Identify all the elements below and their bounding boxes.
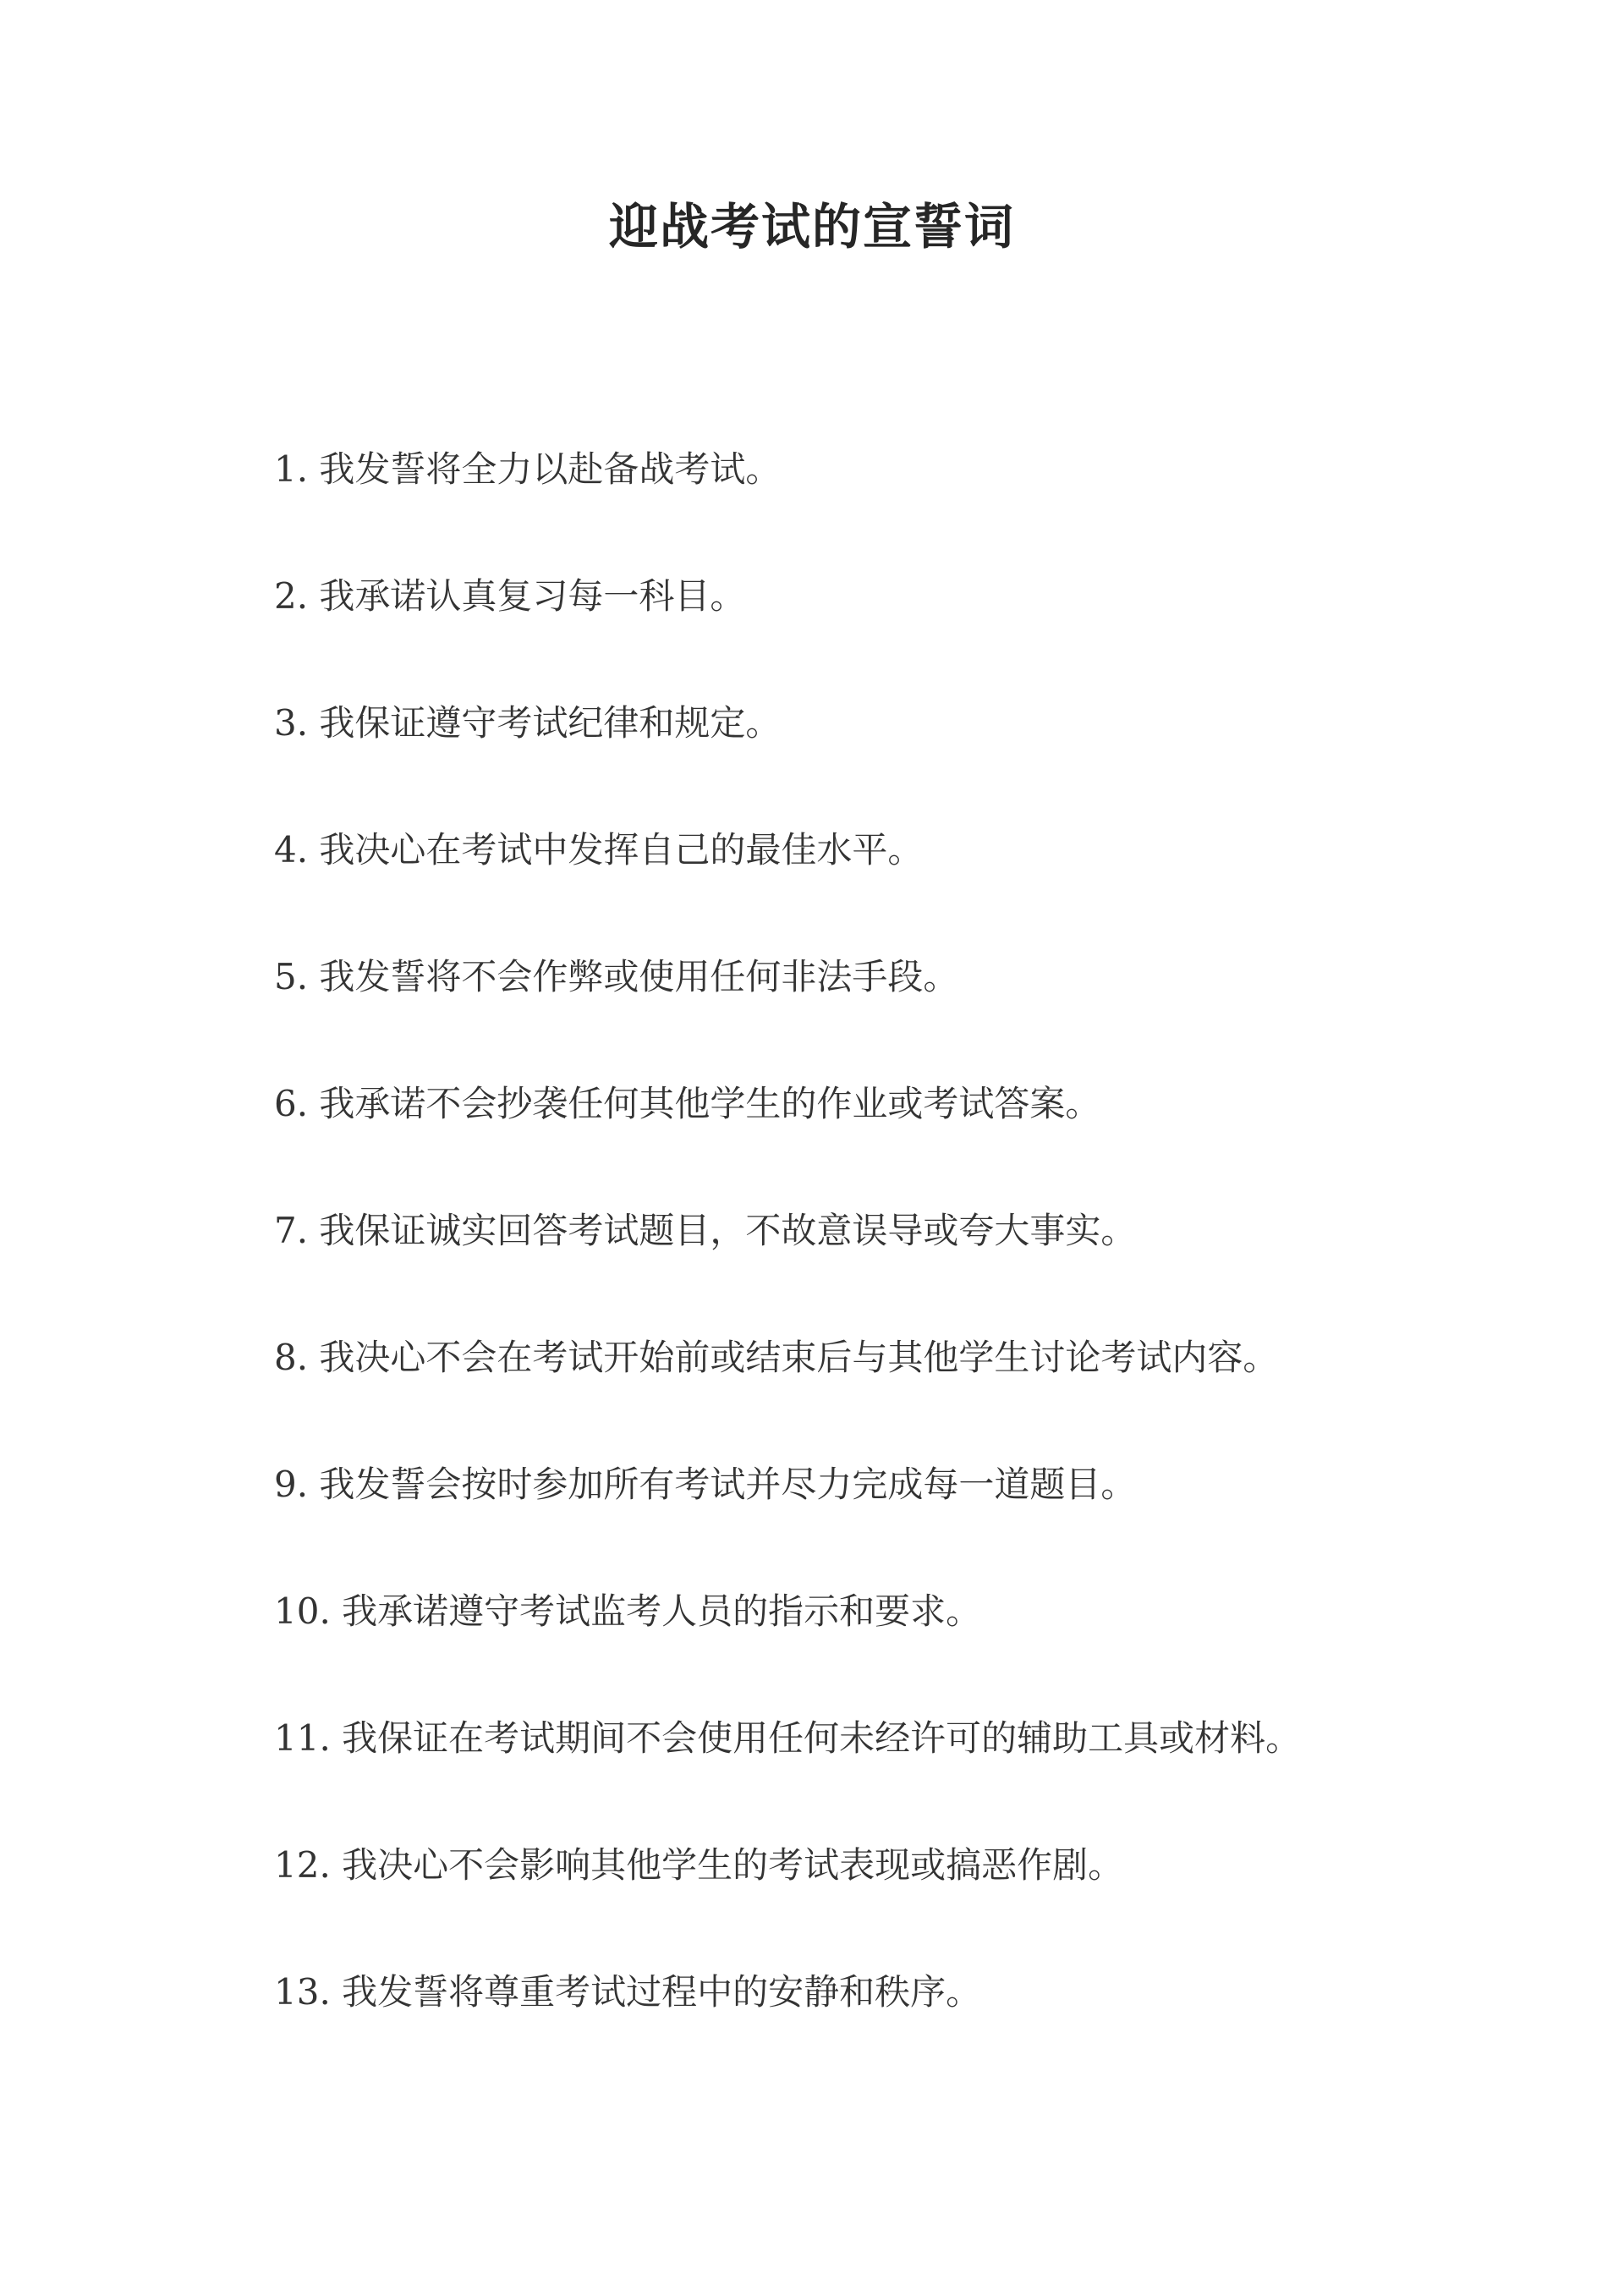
oath-list bbox=[274, 436, 1526, 2085]
oath-item-8 bbox=[274, 1324, 1526, 1451]
oath-item-text: 11. 我保证在考试期间不会使用任何未经许可的辅助工具或材料。 bbox=[274, 1717, 1302, 1759]
oath-item-2 bbox=[274, 563, 1526, 689]
oath-item-text: 9. 我发誓会按时参加所有考试并尽力完成每一道题目。 bbox=[274, 1464, 1137, 1505]
oath-item-text: 6. 我承诺不会抄袭任何其他学生的作业或考试答案。 bbox=[274, 1083, 1101, 1124]
oath-item-9 bbox=[274, 1451, 1526, 1578]
oath-item-text: 3. 我保证遵守考试纪律和规定。 bbox=[274, 702, 782, 744]
document-title: 迎战考试的宣誓词 bbox=[608, 198, 1015, 255]
oath-item-1 bbox=[274, 436, 1526, 563]
oath-item-text: 7. 我保证诚实回答考试题目，不故意误导或夸大事实。 bbox=[274, 1210, 1137, 1251]
oath-item-text: 5. 我发誓将不会作弊或使用任何非法手段。 bbox=[274, 956, 959, 997]
oath-item-text: 8. 我决心不会在考试开始前或结束后与其他学生讨论考试内容。 bbox=[274, 1337, 1279, 1378]
oath-item-text: 13. 我发誓将尊重考试过程中的安静和秩序。 bbox=[274, 1971, 982, 2013]
oath-item-text: 10. 我承诺遵守考试监考人员的指示和要求。 bbox=[274, 1590, 982, 1632]
oath-item-text: 12. 我决心不会影响其他学生的考试表现或搞恶作剧。 bbox=[274, 1844, 1124, 1886]
oath-item-text: 1. 我发誓将全力以赴备战考试。 bbox=[274, 448, 782, 490]
oath-item-5 bbox=[274, 943, 1526, 1070]
oath-item-text: 2. 我承诺认真复习每一科目。 bbox=[274, 575, 746, 617]
oath-item-7 bbox=[274, 1197, 1526, 1324]
oath-item-text: 4. 我决心在考试中发挥自己的最佳水平。 bbox=[274, 829, 924, 871]
oath-item-3 bbox=[274, 689, 1526, 816]
oath-item-6 bbox=[274, 1070, 1526, 1197]
oath-item-13 bbox=[274, 1958, 1526, 2085]
oath-item-11 bbox=[274, 1705, 1526, 1832]
oath-item-4 bbox=[274, 816, 1526, 943]
oath-item-10 bbox=[274, 1578, 1526, 1705]
oath-item-12 bbox=[274, 1832, 1526, 1958]
